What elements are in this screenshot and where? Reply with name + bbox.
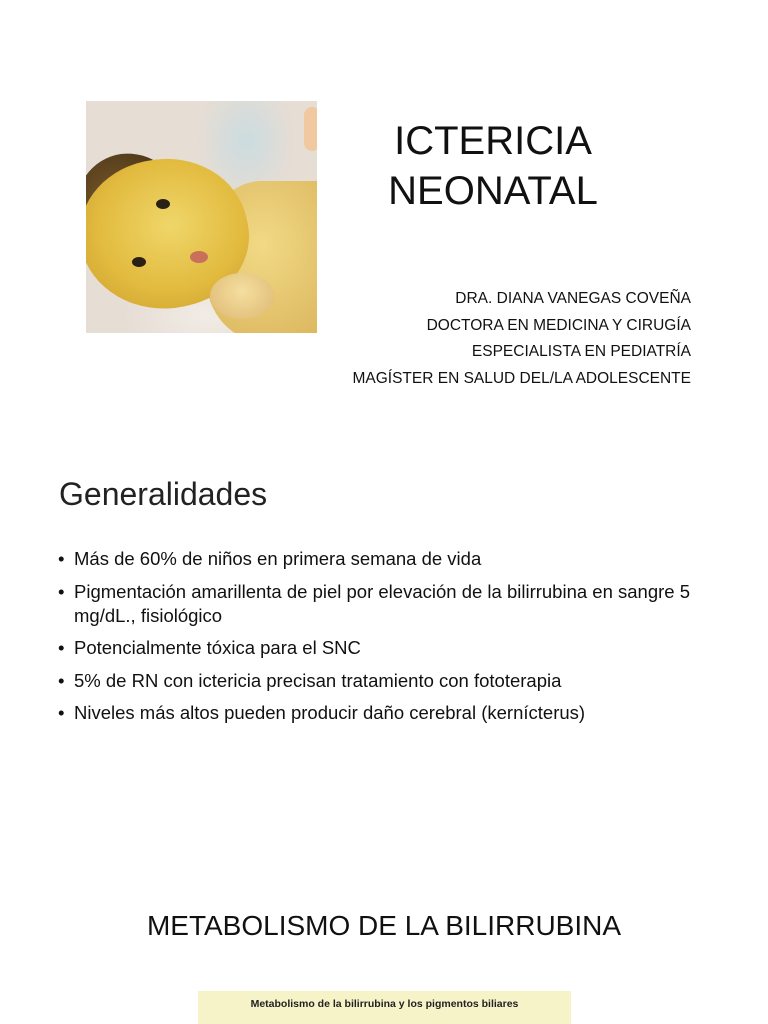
- baby-mouth: [190, 251, 208, 263]
- baby-eye: [156, 199, 170, 209]
- baby-eye: [132, 257, 146, 267]
- section-heading: Generalidades: [59, 476, 268, 512]
- presentation-title: [348, 116, 638, 216]
- author-degree: DOCTORA EN MEDICINA Y CIRUGÍA: [426, 316, 691, 334]
- table-caption: Metabolismo de la bilirrubina y los pigmentos biliares: [250, 998, 519, 1010]
- bullet-icon: •: [58, 637, 65, 658]
- slide-generalidades: [0, 460, 768, 860]
- list-item: [58, 669, 718, 693]
- bullet-icon: •: [58, 580, 65, 602]
- title-line: NEONATAL: [388, 169, 598, 213]
- adult-fingers: [304, 107, 317, 151]
- bullet-text: Niveles más altos pueden producir daño cerebral (kernícterus): [74, 702, 586, 723]
- author-master: MAGÍSTER EN SALUD DEL/LA ADOLESCENTE: [352, 369, 691, 387]
- author-block: [352, 286, 691, 392]
- bullet-icon: •: [58, 548, 65, 569]
- author-specialty: ESPECIALISTA EN PEDIATRÍA: [471, 343, 691, 360]
- metabolism-heading: METABOLISMO DE LA BILIRRUBINA: [146, 910, 622, 941]
- baby-hand: [210, 273, 274, 319]
- author-name: DRA. DIANA VANEGAS COVEÑA: [455, 290, 691, 307]
- bullet-text: Más de 60% de niños en primera semana de vida: [74, 548, 482, 569]
- list-item: [58, 547, 718, 571]
- list-item: [58, 701, 718, 725]
- slide-title: [0, 0, 768, 440]
- title-line: ICTERICIA: [394, 119, 592, 163]
- metabolism-table-header: [198, 991, 571, 1024]
- bullet-text: Potencialmente tóxica para el SNC: [74, 637, 361, 658]
- bullet-icon: •: [58, 669, 65, 691]
- newborn-jaundice-photo: [86, 101, 317, 333]
- list-item: [58, 580, 718, 628]
- bullet-text: Pigmentación amarillenta de piel por elevación de la bilirrubina en sangre 5 mg/dL., fisiológico: [74, 580, 691, 626]
- bullet-list: [58, 547, 718, 734]
- bullet-icon: •: [58, 702, 65, 723]
- bullet-text: 5% de RN con ictericia precisan tratamiento con fototerapia: [74, 669, 562, 691]
- list-item: [58, 636, 718, 660]
